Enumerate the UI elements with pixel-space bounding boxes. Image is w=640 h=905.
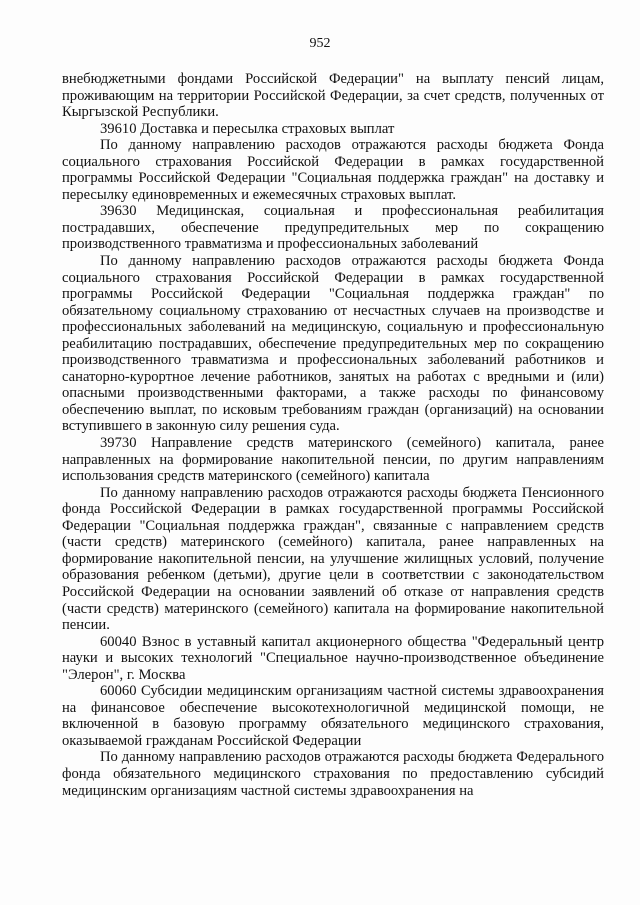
section-heading-39630: 39630 Медицинская, социальная и профессиональная реабилитация пострадавших, обеспечение предупредительных мер по сокращению производственного травматизма и профессиональных заболеваний: [62, 203, 604, 253]
document-body: [62, 71, 604, 799]
paragraph-continuation: внебюджетными фондами Российской Федерации" на выплату пенсий лицам, проживающим на территории Российской Федерации, за счет средств, полученных от Кыргызской Республики.: [62, 71, 604, 121]
paragraph-39730-description: По данному направлению расходов отражаются расходы бюджета Пенсионного фонда Российской Федерации в рамках государственной программы Российской Федерации "Социальная поддержка граждан", связанные с направлением средств (части средств) материнского (семейного) капитала, ранее направленных на формирование накопительной пенсии, на улучшение жилищных условий, получение образования ребенком (детьми), другие цели в соответствии с законодательством Российской Федерации на основании заявлений об отказе от направления средств (части средств) материнского (семейного) капитала на формирование накопительной пенсии.: [62, 484, 604, 634]
paragraph-60060-description: По данному направлению расходов отражаются расходы бюджета Федерального фонда обязательного медицинского страхования по предоставлению субсидий медицинским организациям частной системы здравоохранения на: [62, 749, 604, 799]
paragraph-39630-description: По данному направлению расходов отражаются расходы бюджета Фонда социального страхования Российской Федерации в рамках государственной программы Российской Федерации "Социальная поддержка граждан" по обязательному социальному страхованию от несчастных случаев на производстве и профессиональных заболеваний на медицинскую, социальную и профессиональную реабилитацию пострадавших, обеспечение предупредительных мер по сокращению производственного травматизма и профессиональных заболеваний работников и санаторно-курортное лечение работников, занятых на работах с вредными и (или) опасными производственными факторами, а также расходы по финансовому обеспечению выплат, по исковым требованиям граждан (организаций) на основании вступившего в законную силу решения суда.: [62, 253, 604, 435]
page-number: 952: [309, 36, 331, 51]
section-heading-60040: 60040 Взнос в уставный капитал акционерного общества "Федеральный центр науки и высоких технологий "Специальное научно-производственное объединение "Элерон", г. Москва: [62, 633, 604, 683]
section-heading-39730: 39730 Направление средств материнского (семейного) капитала, ранее направленных на формирование накопительной пенсии, по другим направлениям использования средств материнского (семейного) капитала: [62, 435, 604, 485]
paragraph-39610-description: По данному направлению расходов отражаются расходы бюджета Фонда социального страхования Российской Федерации в рамках государственной программы Российской Федерации "Социальная поддержка граждан" на доставку и пересылку единовременных и ежемесячных страховых выплат.: [62, 137, 604, 203]
section-heading-60060: 60060 Субсидии медицинским организациям частной системы здравоохранения на финансовое обеспечение высокотехнологичной медицинской помощи, не включенной в базовую программу обязательного медицинского страхования, оказываемой гражданам Российской Федерации: [62, 683, 604, 749]
section-heading-39610: 39610 Доставка и пересылка страховых выплат: [100, 120, 395, 137]
